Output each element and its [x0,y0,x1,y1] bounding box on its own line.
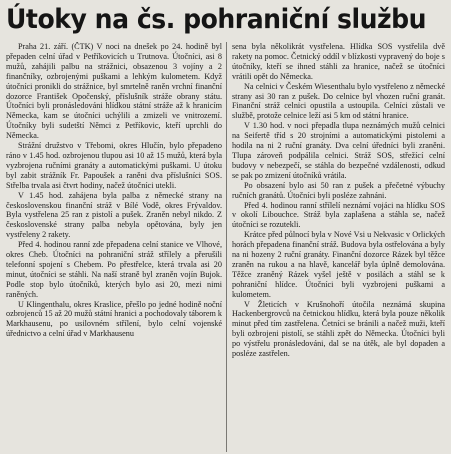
paragraph: Praha 21. září. (ČTK) V noci na dnešek po 24. hodině byl přepaden celní úřad v Petříkovicích u Trutnova. Útočníci, asi 8 mužů, zahájili palbu na strážnici, obsazenou 3 vojíny a 2 finančníky, ozbrojenými puškami a lehkým kulometem. Když útočníci pronikli do strážnice, byl smrtelně raněn vrchní finanční dozorce František Opočenský, příslušník stráže obrany státu. Útočníci byli pronásledováni hlídkou státní stráže až k hranicím Německa, kam se útočníci uchýlili a zmizeli ve vnitrozemí. Útočníky byli sudetští Němci z Petříkovic, kteří uprchli do Německa. [6,42,222,141]
paragraph: Na celnici v Českém Wiesenthalu bylo vystřeleno z německé strany asi 30 ran z pušek. Do celnice byl vhozen ruční granát. Finanční stráž celnici opustila a ustoupila. Celníci zůstali ve službě, protože celnice leží asi 5 km od státní hranice. [232,81,445,121]
paragraph: V Žleticích v Krušnohoří útočila neznámá skupina Hackenbergrovců na četnickou hlídku, která byla pouze několik minut před tím zastřelena. Četníci se bránili a načež muži, kteří byli ozbrojeni pistolí, se stáhli zpět do Německa. Útočníci byli po výstřelu pronásledováni, dal se na útěk, ale byl dopaden a posléze zastřelen. [232,299,445,359]
right-column [232,42,445,452]
paragraph: U Klingenthalu, okres Kraslice, přešlo po jedné hodině noční ozbrojenců 15 až 20 mužů státní hranici a pochodovaly táborem k Markhausenu, po usilovném střílení, bylo celní vojenské úřednictvo a celní úřad v Markhausenu [6,299,222,339]
left-column [6,42,222,452]
paragraph: Před 4. hodinou ranní střílelí neznámí vojáci na hlídku SOS v okolí Libouchce. Stráž byla zaplašena a stáhla se, načež útočníci se rozutekli. [232,200,445,230]
paragraph: Před 4. hodinou ranní zde přepadena celní stanice ve Vlhové, okres Cheb. Útočníci na pohraniční stráž střílely a přerušili telefonní spojení s Chebem. Po přestřelce, která trvala asi 20 minut, útočníci se stáhli. Na naší straně byl zraněn vojín Bujok. Podle stop bylo útočníků, kterých bylo asi 20, mezi nimi raněných. [6,240,222,299]
paragraph: V 1.30 hod. v noci přepadla tlupa neznámých mužů celnici na Seifertě tříd s 20 strojními a automatickými pistolemi a hodila na ni 2 ruční granáty. Dva celní úředníci byli zraněni. Tlupa zároveň podpálila celnici. Stráž SOS, střežící celní budovy v nebezpečí, se stáhla do bezpečné vzdálenosti, odkud se pak po zmizení útočníků vrátila. [232,121,445,180]
column-divider [226,42,227,452]
paragraph: Strážní družstvo v Třebomi, okres Hlučín, bylo přepadeno ráno v 1.45 hod. ozbrojenou tlupou asi 10 až 15 mužů, která byla vyzbrojena ručními granáty a automatickými puškami. U útoku byl zabit strážník Fr. Papoušek a raněni dva příslušníci SOS. Střelba trvala asi čtvrt hodiny, načež útočníci utekli. [6,141,222,190]
paragraph: Krátce před půlnocí byla v Nové Vsi u Nekvasic v Orlických horách přepadena finanční stráž. Budova byla ostřelována a byly na ni hozeny 2 ruční granáty. Finanční dozorce Rázek byl těžce zraněn na rukou a na hlavě, kancelář byla úplně demolována. Těžce zraněný Rázek vyšel ještě v posilách a stáhl se k pohraniční hlídce. Útočníci byli vyzbrojeni puškami a kulometem. [232,230,445,299]
paragraph: V 1.45 hod. zahájena byla palba z německé strany na československou finanční stráž v Bílé Vodě, okres Frývaldov. Byla vystřelena 25 ran z pistolí a pušek. Zraněn nebyl nikdo. Z československé strany palba nebyla opětována, byly jen vystřeleny 2 rakety. [6,190,222,240]
paragraph: Po obsazení bylo asi 50 ran z pušek a přečetné výbuchy ručních granátů. Útočníci byli posléze zahnáni. [232,180,445,200]
article-headline: Útoky na čs. pohraniční službu [6,4,427,35]
paragraph: sena byla několikrát vystřelena. Hlídka SOS vystřelila dvě rakety na pomoc. Četnický oddíl v blízkosti vypravený do boje s útočníky, kteří se ihned stáhli za hranice, načež se útočníci vrátili opět do Německa. [232,42,445,81]
